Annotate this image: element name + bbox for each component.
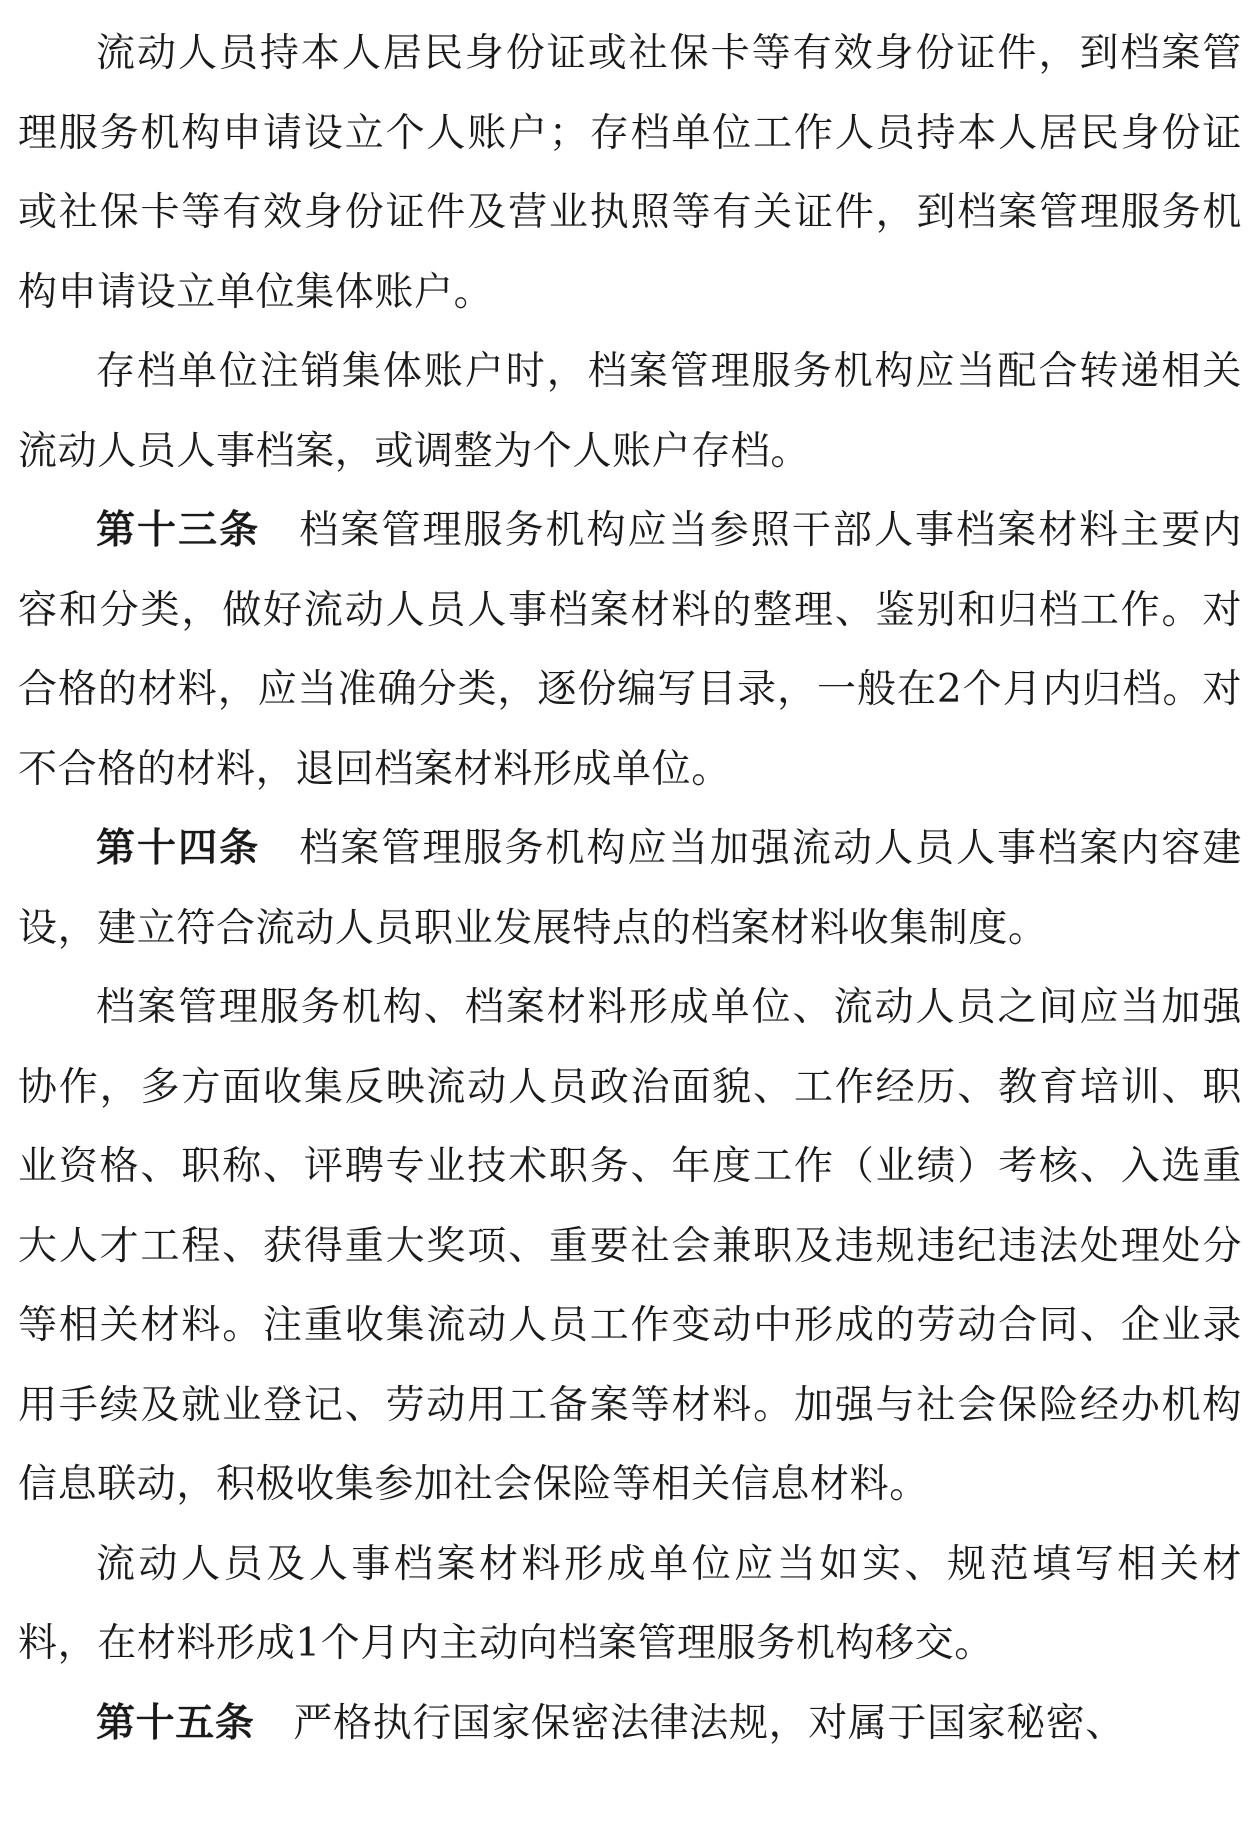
document-page [18,14,1242,1763]
paragraph-5 [18,968,1242,1525]
article-14-text: 档案管理服务机构应当加强流动人员人事档案内容建设，建立符合流动人员职业发展特点的档案材料收集制度。 [18,826,1242,951]
article-14-label: 第十四条 [96,826,261,871]
paragraph-5-text: 档案管理服务机构、档案材料形成单位、流动人员之间应当加强协作，多方面收集反映流动人员政治面貌、工作经历、教育培训、职业资格、职称、评聘专业技术职务、年度工作（业绩）考核、入选重大人才工程、获得重大奖项、重要社会兼职及违规违纪违法处理处分等相关材料。注重收集流动人员工作变动中形成的劳动合同、企业录用手续及就业登记、劳动用工备案等材料。加强与社会保险经办机构信息联动，积极收集参加社会保险等相关信息材料。 [18,985,1242,1507]
article-13-text: 档案管理服务机构应当参照干部人事档案材料主要内容和分类，做好流动人员人事档案材料的整理、鉴别和归档工作。对合格的材料，应当准确分类，逐份编写目录，一般在2个月内归档。对不合格的材料，退回档案材料形成单位。 [18,508,1242,792]
article-15 [18,1684,1242,1764]
paragraph-6-text: 流动人员及人事档案材料形成单位应当如实、规范填写相关材料，在材料形成1个月内主动向档案管理服务机构移交。 [18,1541,1242,1666]
paragraph-6 [18,1525,1242,1684]
paragraph-2 [18,332,1242,491]
article-15-label: 第十五条 [96,1700,255,1746]
article-13 [18,491,1242,809]
article-14 [18,809,1242,968]
paragraph-1 [18,14,1242,332]
article-15-text: 严格执行国家保密法律法规，对属于国家秘密、 [293,1700,1126,1746]
article-13-label: 第十三条 [96,508,261,553]
paragraph-2-text: 存档单位注销集体账户时，档案管理服务机构应当配合转递相关流动人员人事档案，或调整为个人账户存档。 [18,349,1242,474]
paragraph-1-text: 流动人员持本人居民身份证或社保卡等有效身份证件，到档案管理服务机构申请设立个人账户；存档单位工作人员持本人居民身份证或社保卡等有效身份证件及营业执照等有关证件，到档案管理服务机构申请设立单位集体账户。 [18,31,1242,315]
